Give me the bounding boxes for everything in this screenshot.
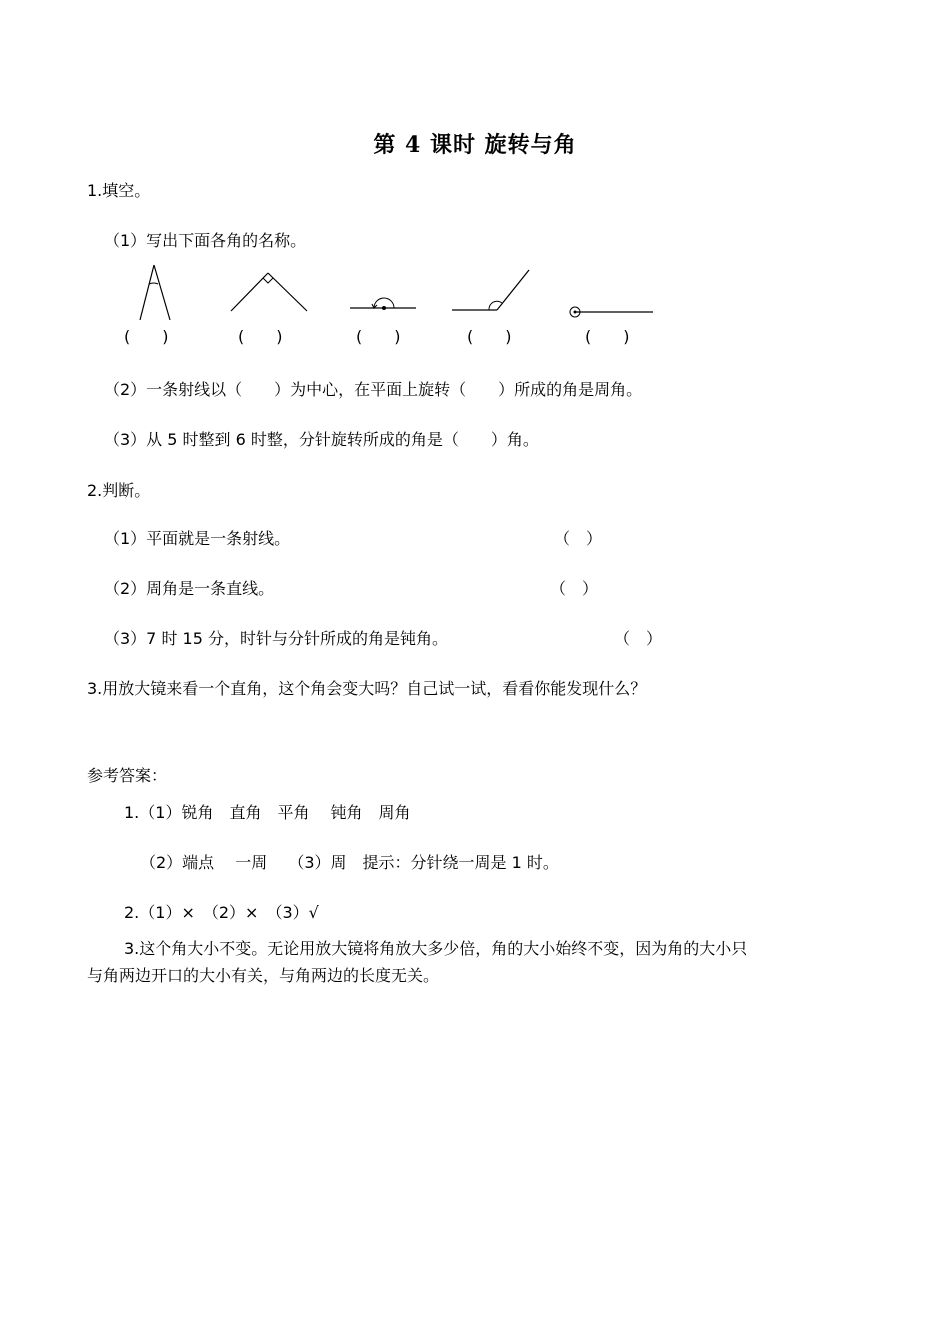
section1-heading: 1.填空。 [87,181,151,200]
answer-2: 2.（1）× （2）× （3）√ [124,903,319,922]
answer-1-line-1: 1.（1）锐角 直角 平角 钝角 周角 [124,803,411,822]
section2-heading: 2.判断。 [87,481,151,500]
judge-mark-3[interactable]: （ ） [614,629,663,648]
answer-3-line-1: 3.这个角大小不变。无论用放大镜将角放大多少倍，角的大小始终不变，因为角的大小只 [124,939,748,958]
judge-item-3: （3）7 时 15 分，时针与分针所成的角是钝角。 [104,629,448,648]
blank-5[interactable]: ( ) [585,327,630,346]
blank-3[interactable]: ( ) [356,327,401,346]
answer-1-line-2: （2）端点 一周 （3）周 提示：分针绕一周是 1 时。 [140,853,559,872]
judge-item-2: （2）周角是一条直线。 [104,579,275,598]
blank-2[interactable]: ( ) [238,327,283,346]
question-1-3: （3）从 5 时整到 6 时整，分针旋转所成的角是（ ）角。 [104,430,539,449]
obtuse-angle-figure [449,266,533,316]
full-angle-figure [566,302,656,322]
question-1-1: （1）写出下面各角的名称。 [104,231,307,250]
answer-3-line-2: 与角两边开口的大小有关，与角两边的长度无关。 [87,966,440,985]
acute-angle-figure [136,262,176,322]
judge-item-1: （1）平面就是一条射线。 [104,529,291,548]
right-angle-figure [228,266,312,316]
page-title: 第 4 课时 旋转与角 [373,132,577,158]
section3-question: 3.用放大镜来看一个直角，这个角会变大吗？自己试一试，看看你能发现什么？ [87,679,647,698]
blank-4[interactable]: ( ) [467,327,512,346]
judge-mark-1[interactable]: （ ） [554,529,603,548]
judge-mark-2[interactable]: （ ） [550,579,599,598]
answers-heading: 参考答案： [87,766,168,785]
blank-1[interactable]: ( ) [124,327,169,346]
straight-angle-figure [348,292,420,316]
question-1-2: （2）一条射线以（ ）为中心，在平面上旋转（ ）所成的角是周角。 [104,380,643,399]
